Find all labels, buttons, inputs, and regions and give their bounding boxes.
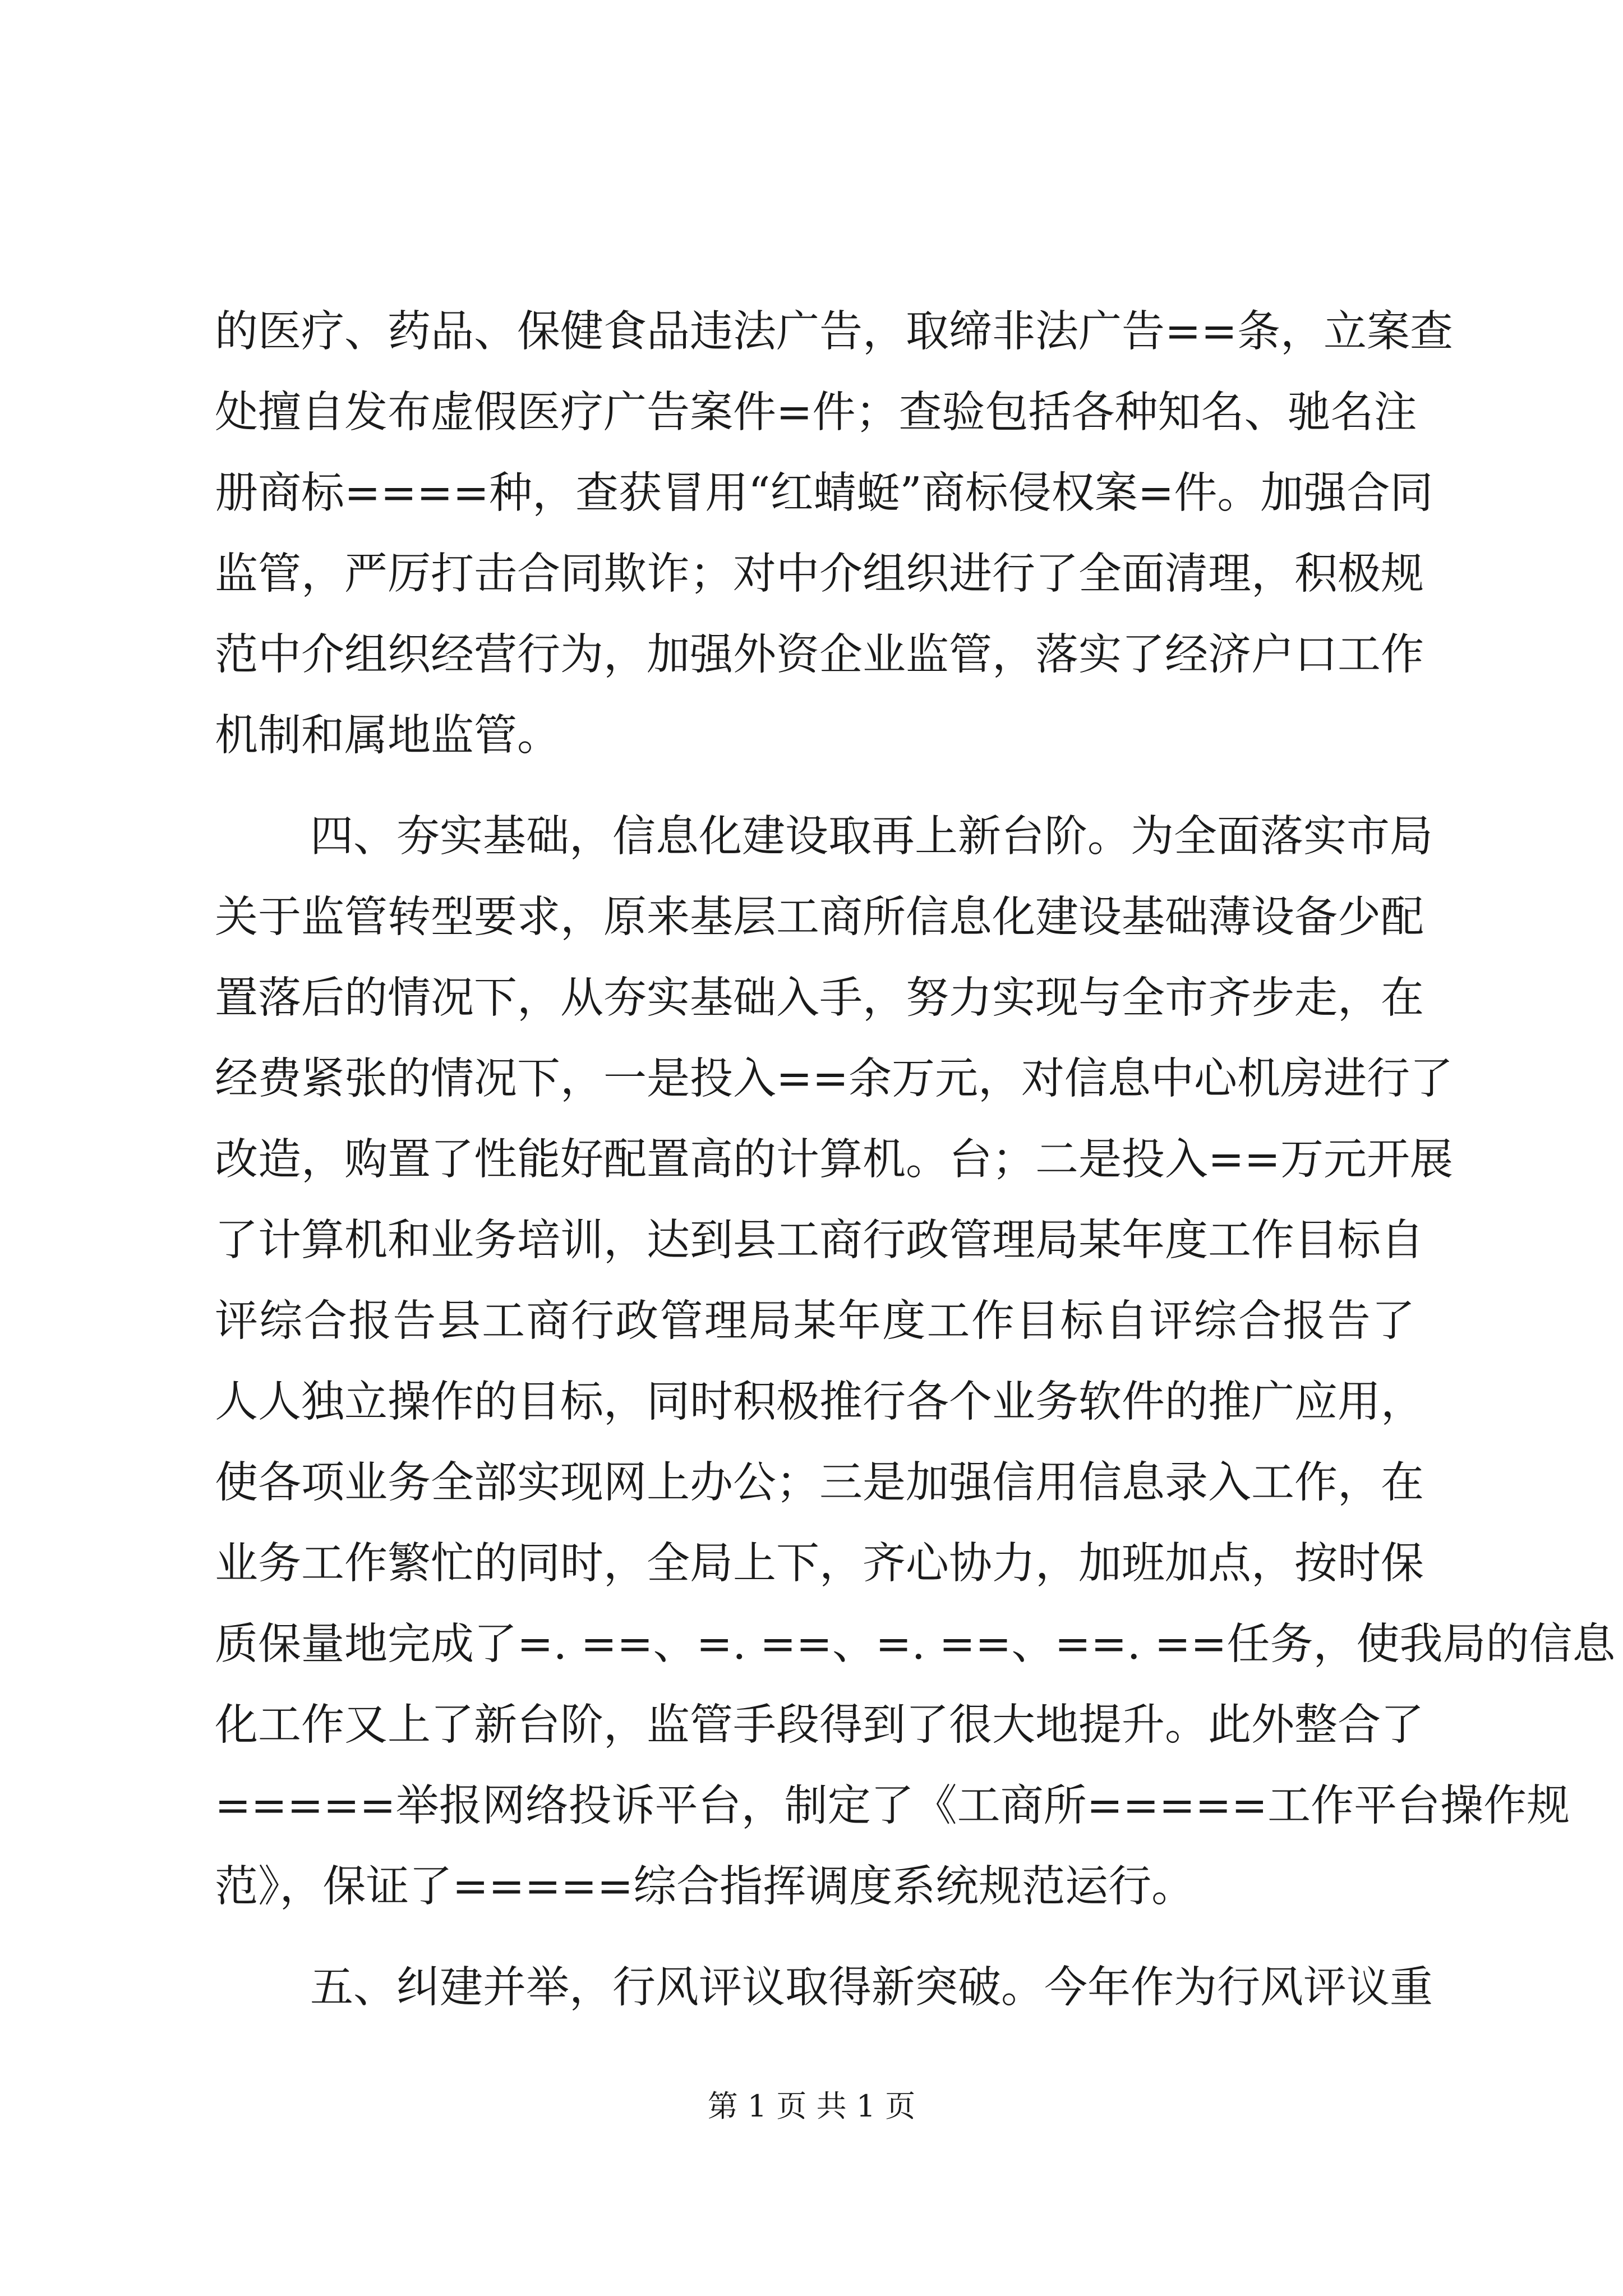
text-line: 经费紧张的情况下，一是投入==余万元，对信息中心机房进行了 xyxy=(215,1054,1454,1104)
text-line: 化工作又上了新台阶，监管手段得到了很大地提升。此外整合了 xyxy=(215,1700,1424,1750)
text-line: 业务工作繁忙的同时，全局上下，齐心协力，加班加点，按时保 xyxy=(215,1539,1424,1589)
text-line: 评综合报告县工商行政管理局某年度工作目标自评综合报告了 xyxy=(215,1296,1415,1346)
text-line: 处擅自发布虚假医疗广告案件=件；查验包括各种知名、驰名注 xyxy=(215,388,1417,438)
text-line: 了计算机和业务培训，达到县工商行政管理局某年度工作目标自 xyxy=(215,1216,1424,1266)
text-line: 置落后的情况下，从夯实基础入手，努力实现与全市齐步走，在 xyxy=(215,973,1424,1023)
paragraph-heading-line: 四、夯实基础，信息化建设取再上新台阶。为全面落实市局 xyxy=(310,812,1433,862)
page-footer: 第 1 页 共 1 页 xyxy=(707,2088,916,2124)
text-line: 人人独立操作的目标，同时积极推行各个业务软件的推广应用， xyxy=(215,1377,1424,1427)
text-line: 关于监管转型要求，原来基层工商所信息化建设基础薄设备少配 xyxy=(215,892,1424,942)
text-line: 机制和属地监管。 xyxy=(215,711,560,761)
text-line: =====举报网络投诉平台，制定了《工商所=====工作平台操作规 xyxy=(215,1781,1570,1831)
paragraph-heading-line: 五、纠建并举，行风评议取得新突破。今年作为行风评议重 xyxy=(310,1963,1433,2013)
text-line: 监管，严厉打击合同欺诈；对中介组织进行了全面清理，积极规 xyxy=(215,549,1424,599)
text-line: 改造，购置了性能好配置高的计算机。台；二是投入==万元开展 xyxy=(215,1135,1454,1185)
text-line: 使各项业务全部实现网上办公；三是加强信用信息录入工作，在 xyxy=(215,1458,1424,1508)
text-line: 质保量地完成了=. ==、=. ==、=. ==、==. ==任务，使我局的信息 xyxy=(215,1619,1616,1669)
text-line: 的医疗、药品、保健食品违法广告，取缔非法广告==条，立案查 xyxy=(215,307,1454,357)
text-line: 册商标====种，查获冒用“红蜻蜓”商标侵权案=件。加强合同 xyxy=(215,468,1433,518)
text-line: 范中介组织经营行为，加强外资企业监管，落实了经济户口工作 xyxy=(215,630,1424,680)
text-line: 范》，保证了=====综合指挥调度系统规范运行。 xyxy=(215,1862,1195,1912)
document-body xyxy=(215,292,1616,2028)
